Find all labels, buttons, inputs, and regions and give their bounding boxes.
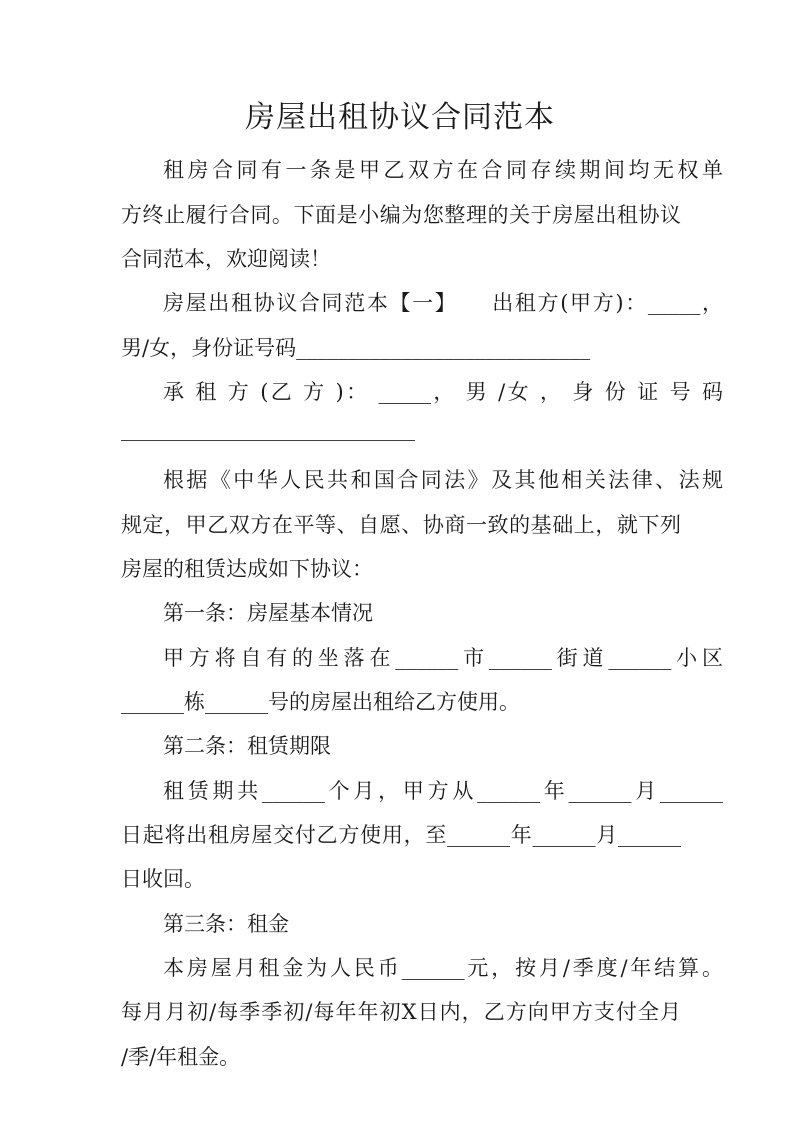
article-1-line-2: ______栋______号的房屋出租给乙方使用。: [121, 690, 520, 714]
article-3-heading: 第三条：租金: [163, 912, 289, 936]
article-3-line-1: 本房屋月租金为人民币______元，按月/季度/年结算。: [163, 956, 723, 980]
article-2-line-3: 日收回。: [121, 867, 205, 891]
article-2-line-1: 租赁期共______个月，甲方从______年______月______: [163, 779, 723, 803]
intro-line-3: 合同范本，欢迎阅读！: [121, 247, 331, 271]
article-3-line-3: /季/年租金。: [121, 1045, 241, 1069]
basis-line-1: 根据《中华人民共和国合同法》及其他相关法律、法规: [163, 468, 723, 492]
intro-line-1: 租房合同有一条是甲乙双方在合同存续期间均无权单: [163, 158, 723, 182]
lessee-id-line: ____________________________: [121, 417, 415, 441]
document-title: 房屋出租协议合同范本: [245, 100, 555, 135]
article-2-heading: 第二条：租赁期限: [163, 734, 331, 758]
lessor-line: 房屋出租协议合同范本【一】 出租方(甲方)：_____，: [163, 291, 723, 315]
lessee-line: 承 租 方 (乙 方 )： _____， 男 /女 ， 身 份 证 号 码: [163, 380, 723, 404]
intro-line-2: 方终止履行合同。下面是小编为您整理的关于房屋出租协议: [121, 203, 681, 227]
article-2-line-2: 日起将出租房屋交付乙方使用，至______年______月______: [121, 823, 681, 847]
lessor-id-line: 男/女，身份证号码____________________________: [121, 336, 591, 360]
article-1-heading: 第一条：房屋基本情况: [163, 601, 373, 625]
basis-line-3: 房屋的租赁达成如下协议：: [121, 557, 373, 581]
article-3-line-2: 每月月初/每季季初/每年年初X日内，乙方向甲方支付全月: [121, 1000, 681, 1024]
article-1-line-1: 甲方将自有的坐落在______市______街道______小区: [163, 646, 723, 670]
basis-line-2: 规定，甲乙双方在平等、自愿、协商一致的基础上，就下列: [121, 513, 681, 537]
